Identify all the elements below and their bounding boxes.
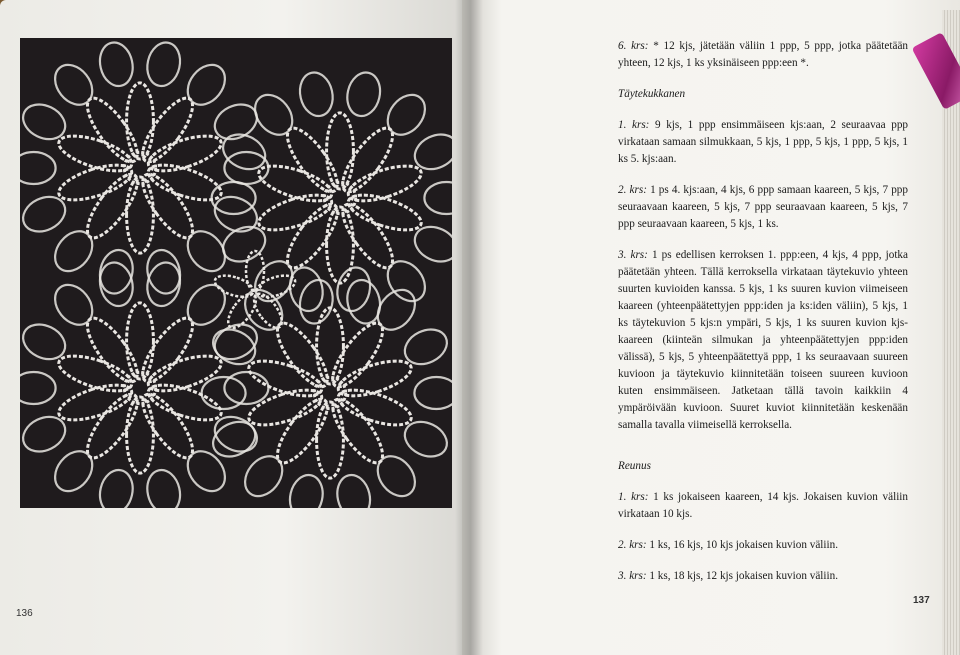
lace-mesh-loop [180,278,232,332]
lace-petal [317,308,344,384]
lace-mesh-loop [370,283,422,337]
lace-petal [317,402,344,478]
border-row-3-instruction: 3. krs: 1 ks, 18 kjs, 12 kjs jokaisen kuvion väliin. [618,570,839,582]
lace-mesh-loop [143,39,184,89]
lace-petal [334,197,401,274]
book-gutter [455,0,483,655]
filler-row-2-instruction: 2. krs: 1 ps 4. kjs:aan, 4 kjs, 6 ppp samaan kaareen, 5 kjs, 7 ppp seuraavaan kaareen, 5 kjs, 7 ppp seuraavaan kaareen, 5 kjs, 7 ppp seuraavaan kaareen, 5 kjs, 1 ks. [618,184,908,230]
lace-mesh-loop [47,224,99,278]
lace-mesh-loop [370,449,422,503]
lace-mesh-loop [296,69,337,119]
lace-petal [327,207,354,283]
lace-mesh-loop [20,372,56,404]
page-number-right: 137 [913,595,930,606]
lace-mesh-loop [47,278,99,332]
lace-mesh-loop [180,224,232,278]
lace-mesh-loop [380,88,432,142]
pattern-instructions [618,38,908,599]
lace-mesh-loop [47,444,99,498]
lace-mesh-loop [424,182,452,214]
lace-petal [279,121,346,198]
lace-petal [127,303,154,379]
lace-petal [79,311,146,388]
lace-petal [127,177,154,253]
section-heading-taytekukkanen: Täytekukkanen [618,88,686,100]
lace-petal [327,113,354,189]
row-6-instruction: 6. krs: * 12 kjs, jätetään väliin 1 ppp, 5 ppp, jotka päätetään yhteen, 12 kjs, 1 ks yksinäiseen ppp:een *. [618,40,909,69]
border-row-1-instruction: 1. krs: 1 ks jokaiseen kaareen, 14 kjs. Jokaisen kuvion väliin virkataan 10 kjs. [618,491,908,520]
lace-petal [127,83,154,159]
lace-mesh-loop [180,444,232,498]
lace-mesh-loop [237,283,289,337]
lace-mesh-loop [20,152,56,184]
lace-mesh-loop [96,467,137,508]
page-number-left: 136 [16,608,33,619]
filler-row-3-instruction: 3. krs: 1 ps edellisen kerroksen 1. ppp:een, 4 kjs, 4 ppp, jotka päätetään yhteen. Tällä kerroksella virkataan täytekuvio yhteen suurten kuvioiden kanssa. 5 kjs, 1 ks suuren kuvion viimeiseen kaareen (yhteenpäätettyjen ppp:iden ja ks:iden väliin), 5 kjs, 1 ks täytekuvion 5 kjs:n ympäri, 5 kjs, 1 ks suuren kuvion kjs-kaareen (kiinteän silmukan ja yhteenpäätettyjen ppp:iden välissä), 5 kjs, 5 yhteenpäätettyä ppp, 1 ks seuraavaan suureen kuvioon ja täytekuvio kiinnitetään toiseen suureen kuvioon kuten ensimmäiseen. Jatketaan tällä tavoin kaikkiin 4 ympäröivään kuvioon. Suuret kuviot kiinnitetään keskenään samalla tavalla viimeisellä kerroksella. [618,249,908,431]
crochet-doily-photo [20,38,452,508]
lace-petal [134,387,201,464]
lace-mesh-loop [96,39,137,89]
lace-mesh-loop [237,449,289,503]
lace-mesh-loop [333,472,374,508]
lace-mesh-loop [296,277,337,327]
lace-mesh-loop [343,69,384,119]
border-row-2-instruction: 2. krs: 1 ks, 16 kjs, 10 kjs jokaisen kuvion väliin. [618,539,839,551]
lace-petal [127,397,154,473]
lace-mesh-loop [180,58,232,112]
lace-mesh-loop [333,264,374,314]
section-heading-reunus: Reunus [618,460,651,472]
lace-mesh-loop [202,377,246,409]
lace-mesh-loop [286,472,327,508]
lace-mesh-loop [247,88,299,142]
lace-mesh-loop [414,377,452,409]
lace-petal [324,392,391,469]
lace-illustration [20,38,452,508]
lace-petal [79,91,146,168]
lace-mesh-loop [143,467,184,508]
lace-mesh-loop [47,58,99,112]
lace-petal [134,167,201,244]
left-page [0,0,472,655]
lace-mesh-loop [380,254,432,308]
filler-row-1-instruction: 1. krs: 9 kjs, 1 ppp ensimmäiseen kjs:aan, 2 seuraavaa ppp virkataan samaan silmukkaan, 5 kjs, 1 ppp, 5 kjs, 1 ppp, 5 kjs, 1 ks 5. kjs:aan. [618,119,909,165]
